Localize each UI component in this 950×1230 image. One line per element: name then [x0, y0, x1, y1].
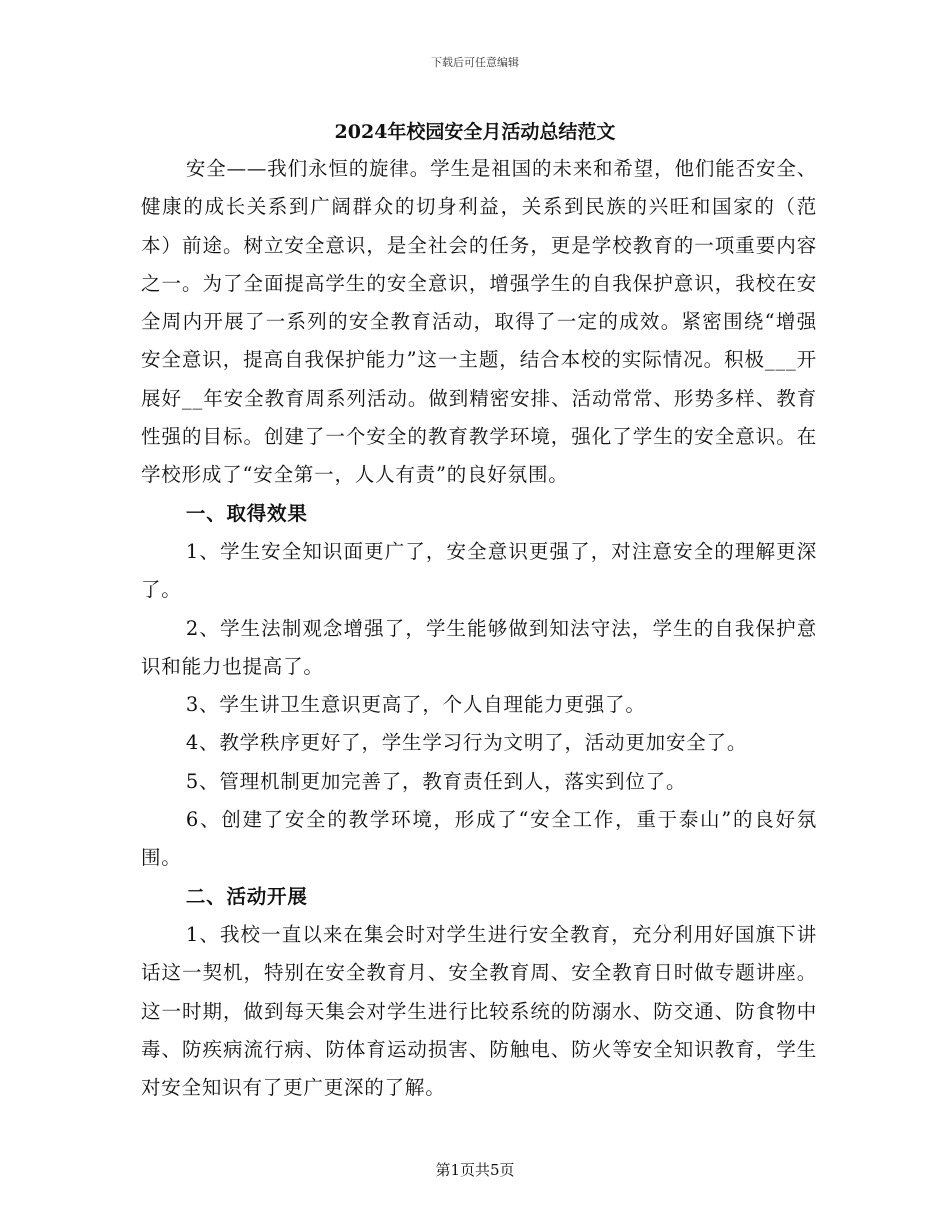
- result-item-1: 1、学生安全知识面更广了，安全意识更强了，对注意安全的理解更深了。: [141, 539, 817, 602]
- activity-item-1: 1、我校一直以来在集会时对学生进行安全教育，充分利用好国旗下讲话这一契机，特别在安全教育月、安全教育周、安全教育日时做专题讲座。这一时期，做到每天集会对学生进行比较系统的防溺水、防交通、防食物中毒、防疾病流行病、防体育运动损害、防触电、防火等安全知识教育，学生对安全知识有了更广更深的了解。: [141, 922, 817, 1100]
- result-item-4: 4、教学秩序更好了，学生学习行为文明了，活动更加安全了。: [185, 731, 748, 755]
- header-note: 下载后可任意编辑: [431, 56, 519, 69]
- result-item-3: 3、学生讲卫生意识更高了，个人自理能力更强了。: [185, 693, 646, 717]
- result-item-2: 2、学生法制观念增强了，学生能够做到知法守法，学生的自我保护意识和能力也提高了。: [141, 616, 817, 678]
- document-body: [141, 150, 817, 1107]
- page-footer: 第1页共5页: [435, 1161, 515, 1179]
- section-heading-results: 一、取得效果: [185, 501, 308, 525]
- section-heading-activities: 二、活动开展: [185, 884, 308, 908]
- document-title: 2024年校园安全月活动总结范文: [334, 121, 616, 143]
- result-item-5: 5、管理机制更加完善了，教育责任到人，落实到位了。: [185, 769, 687, 793]
- intro-paragraph: 安全——我们永恒的旋律。学生是祖国的未来和希望，他们能否安全、健康的成长关系到广阔群众的切身利益，关系到民族的兴旺和国家的（范本）前途。树立安全意识，是全社会的任务，更是学校教育的一项重要内容之一。为了全面提高学生的安全意识，增强学生的自我保护意识，我校在安全周内开展了一系列的安全教育活动，取得了一定的成效。紧密围绕“增强安全意识，提高自我保护能力”这一主题，结合本校的实际情况。积极___开展好__年安全教育周系列活动。做到精密安排、活动常常、形势多样、教育性强的目标。创建了一个安全的教育教学环境，强化了学生的安全意识。在学校形成了“安全第一，人人有责”的良好氛围。: [141, 157, 817, 487]
- result-item-6: 6、创建了安全的教学环境，形成了“安全工作，重于泰山”的良好氛围。: [141, 808, 817, 870]
